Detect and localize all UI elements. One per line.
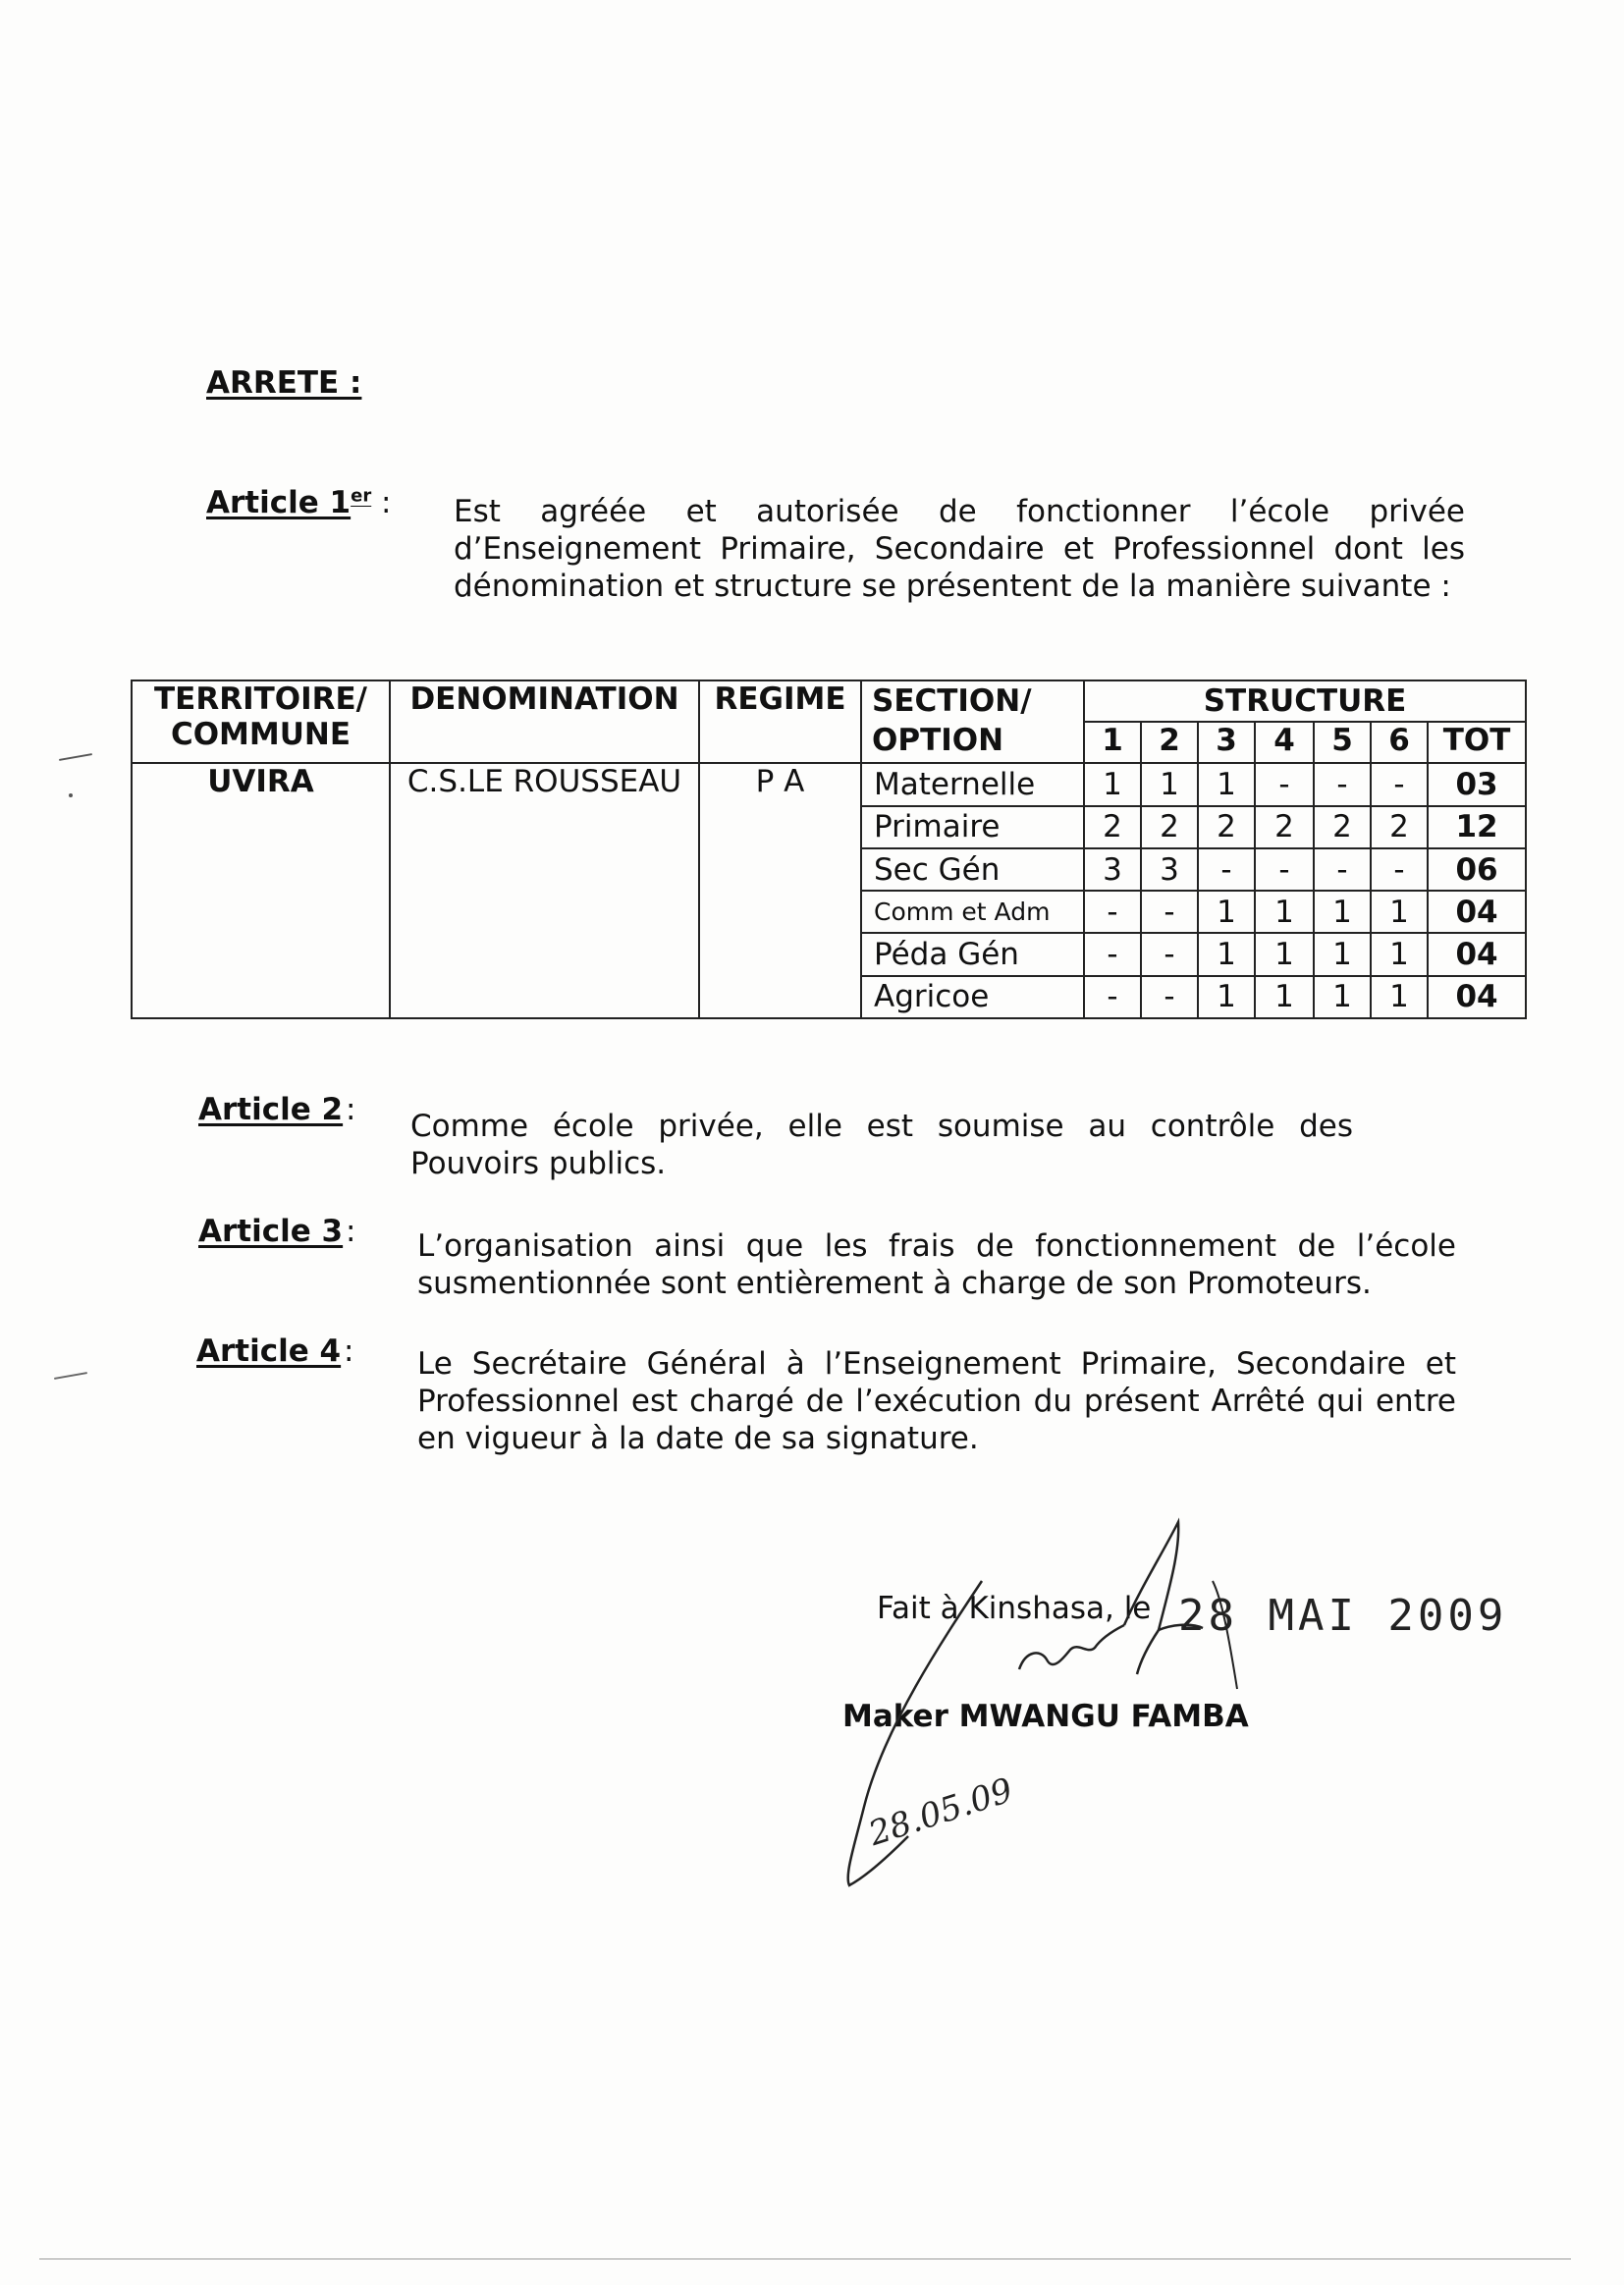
cell-total: 12 (1428, 806, 1526, 848)
article-4-label: Article 4 (196, 1333, 342, 1369)
cell-value: - (1255, 763, 1314, 805)
cell-total: 04 (1428, 976, 1526, 1018)
cell-option: Péda Gén (861, 933, 1084, 975)
article-3-text: L’organisation ainsi que les frais de fonctionnement de l’école susmentionnée sont entièrement à charge de son Promoteurs. (417, 1228, 1456, 1301)
cell-value: - (1255, 848, 1314, 891)
cell-value: 1 (1198, 763, 1255, 805)
cell-value: - (1141, 933, 1198, 975)
cell-option: Primaire (861, 806, 1084, 848)
header-regime: REGIME (699, 680, 861, 763)
header-col-3: 3 (1198, 722, 1255, 763)
table-row (132, 763, 1526, 805)
header-denomination: DENOMINATION (390, 680, 699, 763)
cell-value: 3 (1141, 848, 1198, 891)
scan-mark (69, 793, 73, 797)
cell-value: - (1084, 933, 1141, 975)
scan-mark (59, 753, 92, 761)
header-structure: STRUCTURE (1084, 680, 1526, 722)
cell-value: 1 (1084, 763, 1141, 805)
cell-value: 1 (1198, 933, 1255, 975)
cell-value: 1 (1314, 976, 1371, 1018)
article-4-text: Le Secrétaire Général à l’Enseignement Primaire, Secondaire et Professionnel est chargé de l’exécution du présent Arrêté qui entre en vigueur à la date de sa signature. (417, 1346, 1456, 1456)
article-2-label: Article 2 (198, 1092, 344, 1127)
header-territoire: TERRITOIRE/ COMMUNE (132, 680, 390, 763)
cell-option: Maternelle (861, 763, 1084, 805)
cell-value: - (1084, 891, 1141, 933)
header-col-tot: TOT (1428, 722, 1526, 763)
article-1-label-text: Article 1 (206, 485, 352, 520)
date-stamp: 28 MAI 2009 (1178, 1591, 1508, 1641)
cell-total: 04 (1428, 891, 1526, 933)
cell-denomination: C.S.LE ROUSSEAU (390, 763, 699, 1018)
cell-option: Agricoe (861, 976, 1084, 1018)
cell-territoire: UVIRA (132, 763, 390, 1018)
bottom-rule (39, 2258, 1571, 2259)
cell-value: 1 (1255, 976, 1314, 1018)
cell-value: 2 (1084, 806, 1141, 848)
cell-value: - (1314, 763, 1371, 805)
handwritten-date: 28.05.09 (864, 1770, 1018, 1855)
cell-value: 2 (1371, 806, 1428, 848)
header-col-1: 1 (1084, 722, 1141, 763)
cell-value: 2 (1314, 806, 1371, 848)
cell-total: 04 (1428, 933, 1526, 975)
scan-mark (54, 1372, 87, 1380)
cell-value: 1 (1371, 976, 1428, 1018)
cell-value: 2 (1198, 806, 1255, 848)
article-2-text: Comme école privée, elle est soumise au contrôle des Pouvoirs publics. (410, 1109, 1353, 1181)
cell-option: Comm et Adm (861, 891, 1084, 933)
article-1-text: Est agréée et autorisée de fonctionner l’école privée d’Enseignement Primaire, Secondaire et Professionnel dont les dénomination et structure se présentent de la manière suivante : (454, 494, 1465, 604)
header-col-2: 2 (1141, 722, 1198, 763)
cell-value: 1 (1314, 933, 1371, 975)
cell-regime: P A (699, 763, 861, 1018)
article-4-colon: : (344, 1333, 354, 1369)
header-col-5: 5 (1314, 722, 1371, 763)
signatory-name: Maker MWANGU FAMBA (842, 1699, 1249, 1734)
article-3-label: Article 3 (198, 1214, 344, 1249)
cell-value: 1 (1141, 763, 1198, 805)
cell-value: 1 (1255, 933, 1314, 975)
cell-value: - (1141, 891, 1198, 933)
article-1-sup: er (351, 485, 372, 507)
signature-place: Fait à Kinshasa, le (877, 1591, 1152, 1626)
cell-value: 1 (1255, 891, 1314, 933)
cell-value: 1 (1371, 891, 1428, 933)
cell-value: - (1198, 848, 1255, 891)
cell-value: - (1371, 763, 1428, 805)
article-3-colon: : (346, 1214, 356, 1249)
article-1-label (206, 485, 371, 520)
cell-value: 3 (1084, 848, 1141, 891)
cell-value: 2 (1255, 806, 1314, 848)
cell-value: 1 (1198, 976, 1255, 1018)
cell-value: - (1141, 976, 1198, 1018)
cell-total: 06 (1428, 848, 1526, 891)
cell-value: 2 (1141, 806, 1198, 848)
cell-value: - (1084, 976, 1141, 1018)
structure-table (131, 680, 1527, 1019)
cell-total: 03 (1428, 763, 1526, 805)
header-col-4: 4 (1255, 722, 1314, 763)
handwritten-signature (825, 1512, 1276, 1925)
cell-option: Sec Gén (861, 848, 1084, 891)
cell-value: - (1371, 848, 1428, 891)
cell-value: 1 (1198, 891, 1255, 933)
article-2-colon: : (346, 1092, 356, 1127)
cell-value: 1 (1371, 933, 1428, 975)
article-1-colon: : (381, 485, 392, 520)
cell-value: 1 (1314, 891, 1371, 933)
arrete-heading: ARRETE : (206, 365, 362, 401)
cell-value: - (1314, 848, 1371, 891)
header-col-6: 6 (1371, 722, 1428, 763)
header-section: SECTION/ OPTION (861, 680, 1084, 763)
